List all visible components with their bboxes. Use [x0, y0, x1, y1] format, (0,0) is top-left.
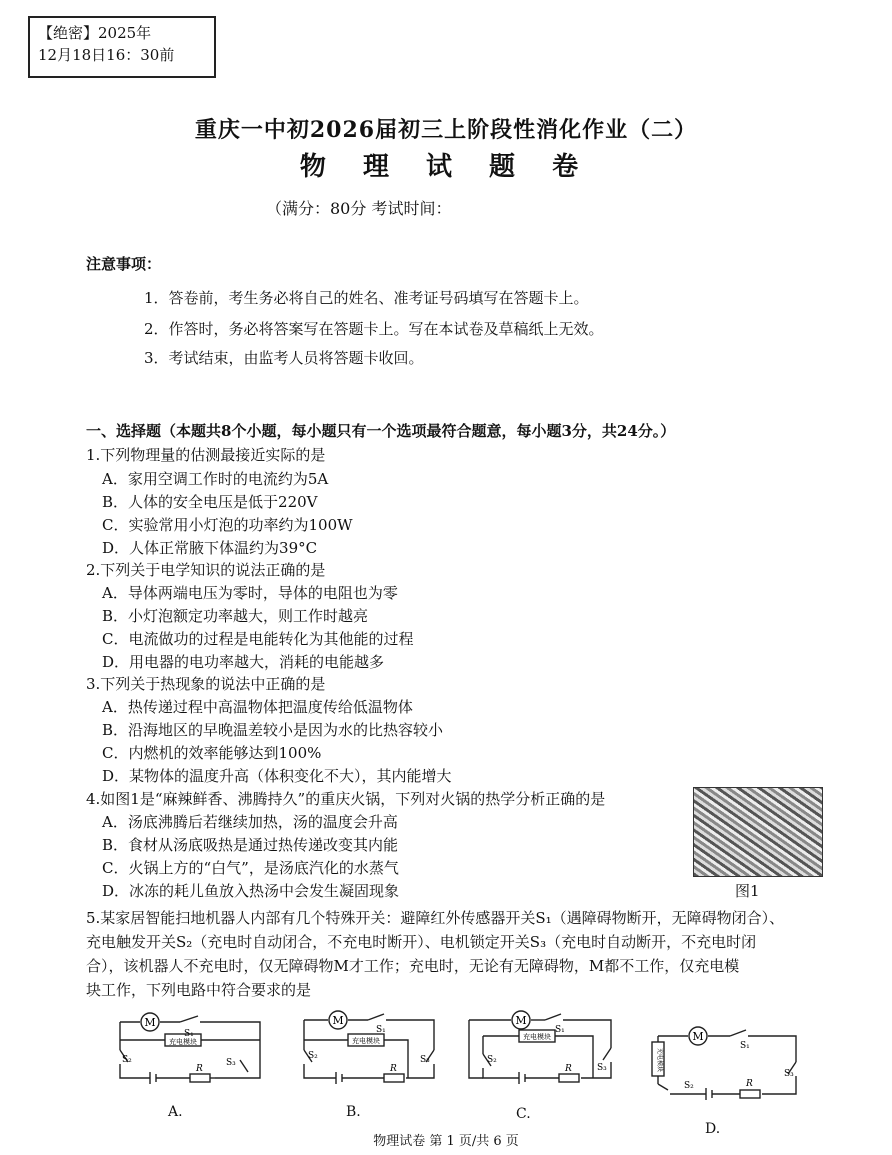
- question-option: B．沿海地区的早晚温差较小是因为水的比热容较小: [102, 721, 444, 739]
- question-option: A．汤底沸腾后若继续加热，汤的温度会升高: [102, 813, 398, 831]
- page-footer: 物理试卷 第 1 页/共 6 页: [373, 1134, 519, 1149]
- switch-label: S₁: [184, 1029, 194, 1039]
- question-stem-line: 合），该机器人不充电时，仅无障碍物M才工作；充电时，无论有无障碍物，M都不工作，仅充电模: [86, 957, 740, 975]
- secret-line-1: 【绝密】2025年: [38, 24, 152, 42]
- switch-label: S₃: [784, 1069, 794, 1079]
- switch-label: S₁: [555, 1025, 565, 1035]
- module-label: 充电模块: [352, 1037, 380, 1045]
- motor-label: M: [692, 1030, 704, 1043]
- switch-label: S₂: [487, 1055, 497, 1065]
- notice-heading: 注意事项：: [86, 255, 162, 273]
- question-option: B．小灯泡额定功率越大，则工作时越亮: [102, 607, 369, 625]
- option-label-b: B.: [346, 1104, 361, 1120]
- section-heading: 一、选择题（本题共8个小题，每小题只有一个选项最符合题意，每小题3分，共24分。）: [86, 422, 676, 440]
- resistor-label: R: [390, 1064, 397, 1074]
- secret-line-2: 12月18日16：30前: [38, 46, 175, 64]
- motor-label: M: [515, 1014, 527, 1027]
- hotpot-photo: [693, 787, 823, 877]
- circuit-diagram-c: [463, 1010, 623, 1090]
- question-option: D．用电器的电功率越大，消耗的电能越多: [102, 653, 385, 671]
- question-stem-line: 块工作，下列电路中符合要求的是: [86, 981, 312, 999]
- circuit-diagram-b: [296, 1010, 446, 1090]
- question-stem: 4.如图1是“麻辣鲜香、沸腾持久”的重庆火锅，下列对火锅的热学分析正确的是: [86, 790, 606, 808]
- exam-meta: （满分：80分 考试时间：: [266, 199, 452, 218]
- module-label: 充电模块: [656, 1047, 663, 1073]
- switch-label: S₁: [376, 1025, 386, 1035]
- question-option: A．家用空调工作时的电流约为5A: [102, 470, 329, 488]
- question-option: C．内燃机的效率能够达到100%: [102, 744, 322, 762]
- question-option: B．食材从汤底吸热是通过热传递改变其内能: [102, 836, 399, 854]
- module-label: 充电模块: [169, 1038, 197, 1046]
- resistor-label: R: [746, 1079, 753, 1089]
- resistor-label: R: [196, 1064, 203, 1074]
- question-stem: 1.下列物理量的估测最接近实际的是: [86, 446, 326, 464]
- option-label-a: A.: [168, 1104, 183, 1120]
- confidential-stamp: [28, 16, 216, 78]
- circuit-diagram-d: [650, 1020, 810, 1110]
- notice-item: 3．考试结束，由监考人员将答题卡收回。: [144, 349, 424, 367]
- switch-label: S₂: [122, 1055, 132, 1065]
- question-option: D．冰冻的耗儿鱼放入热汤中会发生凝固现象: [102, 882, 400, 900]
- resistor-label: R: [565, 1064, 572, 1074]
- question-stem: 2.下列关于电学知识的说法正确的是: [86, 561, 326, 579]
- switch-label: S₃: [420, 1055, 430, 1065]
- module-label: 充电模块: [523, 1033, 551, 1041]
- question-stem-line: 充电触发开关S₂（充电时自动闭合，不充电时断开）、电机锁定开关S₃（充电时自动断开，不充电时闭: [86, 933, 757, 951]
- switch-label: S₁: [740, 1041, 750, 1051]
- question-stem-line: 5.某家居智能扫地机器人内部有几个特殊开关：避障红外传感器开关S₁（遇障碍物断开，无障碍物闭合）、: [86, 909, 785, 927]
- switch-label: S₂: [308, 1051, 318, 1061]
- exam-title: 重庆一中初2026届初三上阶段性消化作业（二）: [194, 117, 698, 143]
- option-label-d: D.: [705, 1121, 721, 1137]
- question-option: B．人体的安全电压是低于220V: [102, 493, 318, 511]
- figure-caption: 图1: [735, 882, 760, 900]
- motor-label: M: [144, 1016, 156, 1029]
- notice-item: 2．作答时，务必将答案写在答题卡上。写在本试卷及草稿纸上无效。: [144, 320, 604, 338]
- question-option: C．电流做功的过程是电能转化为其他能的过程: [102, 630, 414, 648]
- question-option: C．实验常用小灯泡的功率约为100W: [102, 516, 353, 534]
- notice-item: 1．答卷前，考生务必将自己的姓名、准考证号码填写在答题卡上。: [144, 289, 589, 307]
- question-option: D．某物体的温度升高（体积变化不大），其内能增大: [102, 767, 452, 785]
- question-option: A．热传递过程中高温物体把温度传给低温物体: [102, 698, 413, 716]
- exam-subtitle: 物 理 试 题 卷: [299, 152, 593, 182]
- question-option: C．火锅上方的“白气”，是汤底汽化的水蒸气: [102, 859, 399, 877]
- switch-label: S₃: [226, 1058, 236, 1068]
- motor-label: M: [332, 1014, 344, 1027]
- question-option: D．人体正常腋下体温约为39°C: [102, 539, 318, 557]
- question-stem: 3.下列关于热现象的说法中正确的是: [86, 675, 326, 693]
- switch-label: S₃: [597, 1063, 607, 1073]
- question-option: A．导体两端电压为零时，导体的电阻也为零: [102, 584, 398, 602]
- circuit-diagram-a: [110, 1010, 270, 1090]
- option-label-c: C.: [516, 1106, 531, 1122]
- switch-label: S₂: [684, 1081, 694, 1091]
